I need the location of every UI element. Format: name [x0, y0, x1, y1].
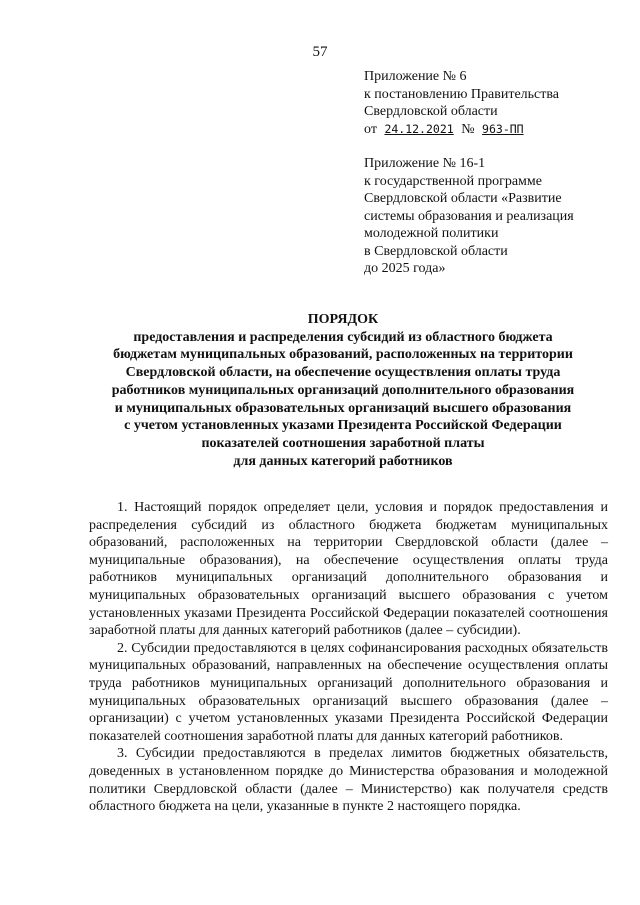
heading-line: работников муниципальных организаций дополнительного образования — [111, 382, 575, 398]
appendix-16-1-line: к государственной программе — [364, 173, 542, 189]
heading-line: для данных категорий работников — [233, 453, 453, 469]
appendix-6-title: Приложение № 6 — [364, 69, 467, 84]
appendix-16-1-block — [364, 155, 574, 278]
appendix-6-line-2: к постановлению Правительства — [364, 86, 560, 102]
appendix-16-1-line: системы образования и реализация — [364, 208, 574, 224]
paragraph-2: 2. Субсидии предоставляются в целях софинансирования расходных обязательств муниципальных образований, направленных на обеспечение осуществления оплаты труда работников муниципальных организаций дополнительного образования и муниципальных образовательных организаций высшего образования (далее – организации) с учетом установленных указами Президента Российской Федерации показателей соотношения заработной платы для данных категорий работников. — [89, 640, 608, 744]
document-heading — [80, 311, 606, 470]
heading-line: Свердловской области, на обеспечение осуществления оплаты труда — [125, 365, 561, 381]
heading-line: с учетом установленных указами Президента Российской Федерации — [124, 418, 562, 434]
appendix-6-block — [364, 68, 559, 138]
from-label: от — [364, 121, 377, 137]
number-label: № — [461, 121, 475, 137]
heading-title: ПОРЯДОК — [307, 312, 379, 327]
page-number: 57 — [312, 44, 328, 60]
appendix-16-1-line: до 2025 года» — [364, 261, 446, 276]
document-body — [89, 499, 608, 816]
paragraph-1: 1. Настоящий порядок определяет цели, условия и порядок предоставления и распределения субсидий из областного бюджета бюджетам муниципальных образований, расположенных на территории Свердловской области (далее – муниципальные образования), на обеспечение осуществления оплаты труда работников муниципальных организаций дополнительного образования и муниципальных образовательных организаций высшего образования с учетом установленных указами Президента Российской Федерации показателей соотношения заработной платы для данных категорий работников (далее – субсидии). — [89, 500, 608, 639]
heading-line: бюджетам муниципальных образований, расположенных на территории — [113, 347, 573, 363]
paragraph-3: 3. Субсидии предоставляются в пределах лимитов бюджетных обязательств, доведенных в установленном порядке до Министерства образования и молодежной политики Свердловской области (далее – Министерство) как получателя средств областного бюджета на цели, указанные в пункте 2 настоящего порядка. — [89, 746, 608, 815]
appendix-6-line-3: Свердловской области — [364, 104, 498, 119]
appendix-16-1-line: молодежной политики — [364, 226, 499, 241]
heading-line: показателей соотношения заработной платы — [201, 435, 485, 451]
heading-line: и муниципальных образовательных организаций высшего образования — [114, 400, 572, 416]
appendix-16-1-line: Свердловской области «Развитие — [364, 191, 562, 206]
appendix-16-1-line: Приложение № 16-1 — [364, 156, 486, 171]
resolution-date: 24.12.2021 — [384, 121, 454, 136]
appendix-16-1-line: в Свердловской области — [364, 243, 508, 259]
appendix-6-date-line — [364, 121, 559, 139]
resolution-number: 963-ПП — [482, 121, 524, 136]
heading-line: предоставления и распределения субсидий из областного бюджета — [133, 329, 553, 345]
